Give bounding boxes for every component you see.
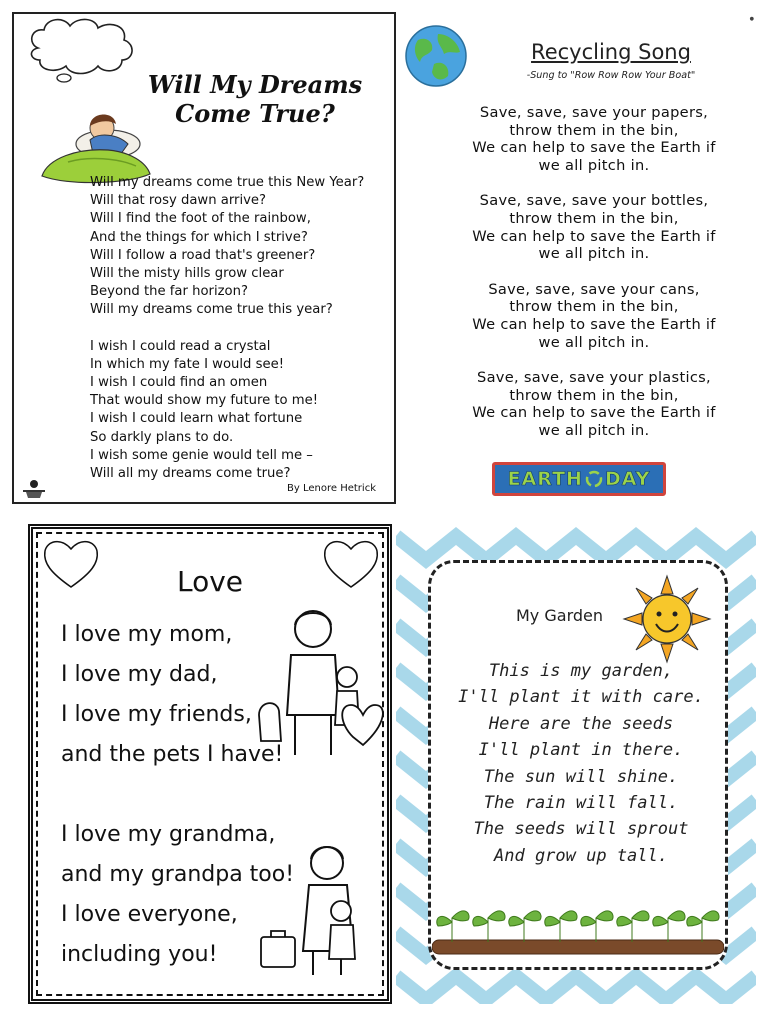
poem-line: including you!: [61, 942, 218, 967]
poem-line: Here are the seeds: [488, 713, 674, 734]
recycling-song-card: [400, 10, 760, 506]
poem-line: Will my dreams come true this New Year?: [90, 175, 365, 190]
verse-line: throw them in the bin,: [509, 121, 679, 139]
verse: [434, 104, 754, 174]
verse-line: We can help to save the Earth if: [472, 404, 716, 422]
poem-line: The sun will shine.: [483, 766, 679, 787]
verse: [434, 192, 754, 262]
poem-line: Will the misty hills grow clear: [90, 266, 284, 282]
poem-line: I'll plant it with care.: [458, 687, 704, 708]
verse-line: We can help to save the Earth if: [472, 315, 716, 333]
poem-line: I'll plant in there.: [478, 740, 684, 761]
verse-line: throw them in the bin,: [509, 209, 679, 227]
poem-line: I love my friends,: [61, 702, 252, 727]
poem-line: This is my garden,: [488, 661, 674, 681]
dreams-byline: By Lenore Hetrick: [287, 483, 376, 494]
credit-logo: ●: [749, 16, 754, 22]
smiling-sun-icon: [622, 574, 712, 664]
poem-line: I love my grandma,: [61, 822, 276, 847]
poem-line: Beyond the far horizon?: [90, 284, 248, 300]
verse-line: Save, save, save your cans,: [488, 280, 700, 298]
verse-line: we all pitch in.: [538, 333, 650, 351]
poem-line: Will that rosy dawn arrive?: [90, 193, 267, 209]
garden-title: My Garden: [516, 606, 603, 625]
poem-line: Will I find the foot of the rainbow,: [90, 211, 311, 227]
verse-line: throw them in the bin,: [509, 298, 679, 316]
love-poem-card: [28, 524, 392, 1004]
grandparents-illustration: [257, 841, 377, 981]
verse: [434, 281, 754, 351]
poem-line: And grow up tall.: [494, 845, 668, 866]
poem-line: I wish I could learn what fortune: [90, 411, 303, 427]
poem-line: In which my fate I would see!: [90, 356, 284, 372]
sprouts-row-icon: [432, 896, 724, 960]
reading-kid-icon: [20, 478, 48, 500]
poem-line: The rain will fall.: [483, 793, 679, 814]
family-illustration: [255, 605, 385, 765]
verse-line: we all pitch in.: [538, 421, 650, 439]
verse-line: we all pitch in.: [538, 156, 650, 174]
recycling-verses: [434, 104, 754, 458]
poem-line: Will all my dreams come true?: [90, 466, 291, 482]
poem-line: and the pets I have!: [61, 742, 284, 767]
poem-line: I wish some genie would tell me –: [90, 447, 313, 463]
poem-line: So darkly plans to do.: [90, 429, 234, 445]
poem-line: And the things for which I strive?: [90, 229, 308, 245]
verse: [434, 369, 754, 439]
verse-line: Save, save, save your bottles,: [479, 192, 709, 210]
verse-line: Save, save, save your plastics,: [477, 369, 711, 387]
earth-day-badge-left: EARTH: [507, 468, 583, 490]
poem-line: I wish I could read a crystal: [90, 338, 271, 354]
globe-icon: [404, 24, 468, 88]
verse-line: We can help to save the Earth if: [472, 139, 716, 157]
poem-line: and my grandpa too!: [61, 862, 295, 887]
recycling-subtitle: -Sung to "Row Row Row Your Boat": [526, 70, 696, 81]
poem-line: I love my mom,: [61, 622, 233, 647]
dreams-title-line2: Come True?: [175, 99, 335, 128]
poem-line: That would show my future to me!: [90, 393, 319, 409]
earth-day-badge-right: DAY: [604, 468, 651, 490]
verse-line: we all pitch in.: [538, 245, 650, 263]
dreams-poem-card: [12, 12, 396, 504]
poem-line: Will I follow a road that's greener?: [90, 247, 316, 263]
poem-line: Will my dreams come true this year?: [90, 302, 333, 318]
verse-line: We can help to save the Earth if: [472, 227, 716, 245]
love-title: Love: [176, 565, 244, 598]
poem-line: I wish I could find an omen: [90, 375, 268, 391]
earth-day-badge: [492, 462, 666, 496]
poem-line: I love my dad,: [61, 662, 218, 687]
recycling-title: Recycling Song: [531, 40, 691, 64]
poem-line: I love everyone,: [61, 902, 238, 927]
dreams-poem-body: [90, 174, 390, 483]
verse-line: Save, save, save your papers,: [479, 104, 709, 121]
garden-poem-body: [436, 658, 726, 869]
dreams-title: [114, 70, 396, 128]
dreams-title-line1: Will My Dreams: [147, 70, 363, 99]
verse-line: throw them in the bin,: [509, 386, 679, 404]
poem-line: The seeds will sprout: [473, 819, 689, 840]
garden-poem-card: [396, 524, 756, 1004]
recycle-icon: [585, 470, 603, 488]
